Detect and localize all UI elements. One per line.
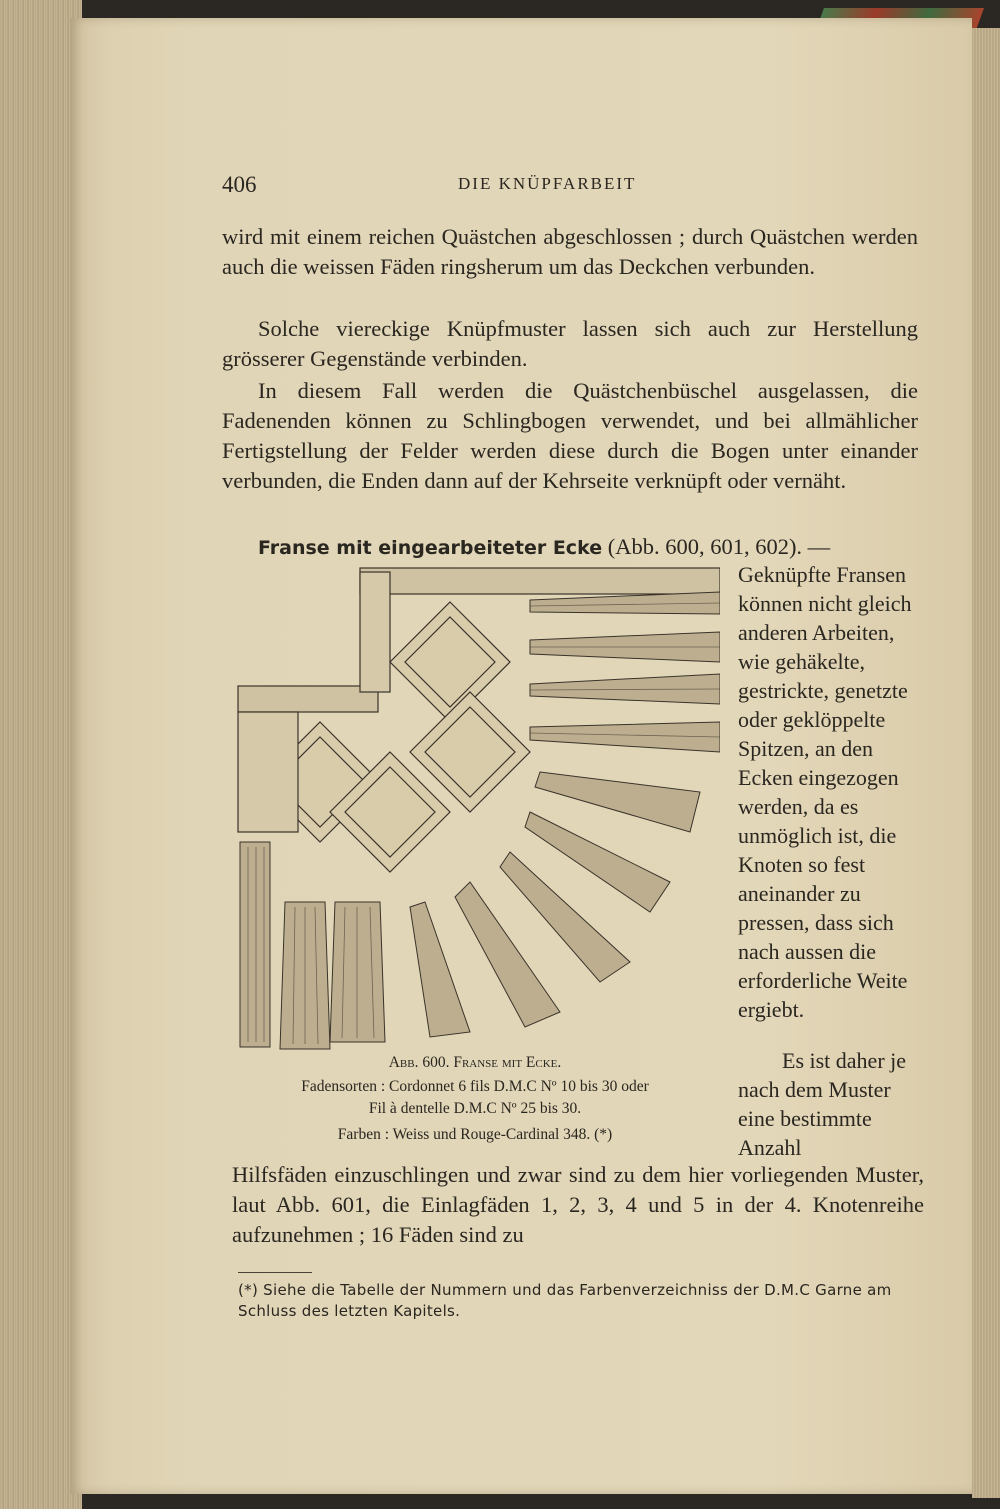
figure-caption-title (230, 1052, 720, 1073)
section-heading-reference: (Abb. 600, 601, 602). — (602, 534, 831, 559)
footnote: (*) Siehe die Tabelle der Nummern und das Farbenverzeichniss der D.M.C Garne am Schluss des letzten Kapitels. (238, 1281, 892, 1320)
figure-caption-line1: Fadensorten : Cordonnet 6 fils D.M.C Nº 10 bis 30 oder (301, 1078, 649, 1095)
column-paragraph-2: Es ist daher je nach dem Muster eine bestimmte Anzahl (738, 1048, 907, 1160)
running-title: DIE KNÜPFARBEIT (458, 174, 637, 193)
column-paragraph: Geknüpfte Fransen können nicht gleich anderen Arbeiten, wie gehäkelte, gestrickte, genetzte oder geklöppelte Spitzen, an den Ecken eingezogen werden, da es unmöglich ist, die Knoten so fest aneinander zu pressen, dass sich nach aussen die erforderliche Weite ergiebt. (738, 562, 912, 1022)
paragraph-after-figure: Hilfsfäden einzuschlingen und zwar sind zu dem hier vorliegenden Muster, laut Abb. 601, die Einlagfäden 1, 2, 3, 4 und 5 in der 4. Knotenreihe aufzunehmen ; 16 Fäden sind zu (232, 1162, 924, 1247)
figure-caption-line2: Fil à dentelle D.M.C Nº 25 bis 30. (368, 1100, 582, 1117)
book-right-edge (972, 28, 1000, 1498)
paragraph-1: wird mit einem reichen Quästchen abgeschlossen ; durch Quästchen werden auch die weissen Fäden ringsherum um das Deckchen verbunden. (222, 224, 918, 279)
section-heading-line (222, 532, 922, 563)
paragraph-2: Solche viereckige Knüpfmuster lassen sich auch zur Herstellung grösserer Gegenstände verbinden. (222, 316, 918, 371)
paragraph-3: In diesem Fall werden die Quästchenbüschel ausgelassen, die Fadenenden können zu Schlingbogen verwendet, und bei allmählicher Fertigstellung der Felder werden diese durch die Bogen unter einander verbunden, die Enden dann auf der Kehrseite verknüpft oder vernäht. (222, 378, 918, 493)
figure-caption-title-text: Abb. 600. Franse mit Ecke. (388, 1054, 562, 1071)
figure-caption-line3: Farben : Weiss und Rouge-Cardinal 348. (*) (337, 1126, 613, 1143)
footnote-divider (238, 1272, 312, 1273)
section-heading: Franse mit eingearbeiteter Ecke (258, 537, 603, 559)
page-number: 406 (222, 172, 257, 197)
fringe-illustration (230, 562, 720, 1052)
